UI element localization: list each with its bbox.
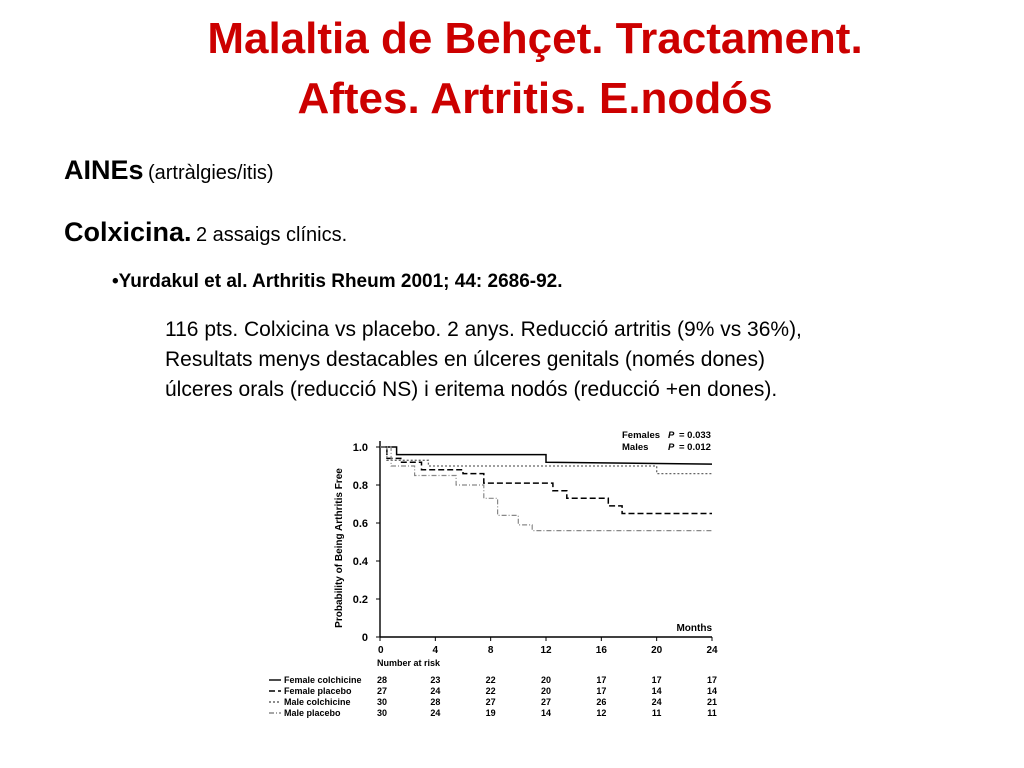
risk-value: 14 [651,686,662,696]
legend-stat-value: = 0.033 [679,430,711,441]
risk-table-header: Number at risk [377,658,441,668]
risk-row-label: Female colchicine [284,675,362,685]
y-tick-label: 0.4 [352,556,368,568]
risk-value: 22 [485,686,496,696]
x-tick-label: 0 [378,645,384,656]
aines-detail: (artràlgies/itis) [147,162,274,184]
risk-row-label: Male colchicine [284,697,351,707]
risk-value: 30 [377,708,388,718]
legend-stat-value: = 0.012 [679,442,711,453]
risk-value: 27 [485,697,496,707]
x-axis-label: Months [676,623,712,634]
reference-bullet: •Yurdakul et al. Arthritis Rheum 2001; 44: 2686-92. [112,271,563,292]
risk-value: 14 [706,686,718,696]
x-tick-label: 24 [706,645,718,656]
risk-value: 24 [651,697,662,707]
colxicina-detail: 2 assaigs clínics. [196,224,348,246]
slide-title-line-1: Malaltia de Behçet. Tractament. [207,14,863,63]
series-line-female-colchicine [380,447,712,464]
risk-value: 17 [651,675,662,685]
risk-value: 11 [707,708,717,718]
risk-value: 21 [706,697,718,707]
y-axis-label: Probability of Being Arthritis Free [334,468,345,628]
risk-value: 17 [706,675,718,685]
risk-row-label: Male placebo [284,708,341,718]
y-tick-label: 0 [361,632,368,644]
risk-value: 11 [651,708,662,718]
risk-value: 24 [430,708,441,718]
risk-value: 17 [596,675,607,685]
risk-row-label: Female placebo [284,686,352,696]
y-tick-label: 0.2 [352,594,368,606]
risk-value: 12 [596,708,607,718]
risk-value: 28 [377,675,388,685]
summary-line-3: úlceres orals (reducció NS) i eritema nodós (reducció +en dones). [165,378,778,401]
y-tick-label: 0.8 [352,480,368,492]
aines-label: AINEs [64,155,144,185]
summary-line-1: 116 pts. Colxicina vs placebo. 2 anys. Reducció artritis (9% vs 36%), [165,318,802,341]
y-tick-label: 0.6 [352,518,368,530]
colxicina-label: Colxicina. [64,217,192,247]
risk-value: 26 [596,697,607,707]
y-tick-label: 1.0 [352,442,368,454]
risk-value: 17 [596,686,607,696]
risk-value: 30 [377,697,388,707]
legend-stat-label: Males [622,442,649,453]
legend-stat-label: Females [622,430,661,441]
risk-value: 22 [485,675,496,685]
risk-value: 27 [540,697,552,707]
risk-value: 19 [485,708,496,718]
risk-value: 20 [540,686,552,696]
risk-value: 28 [430,697,441,707]
risk-value: 24 [430,686,441,696]
risk-value: 20 [540,675,552,685]
x-tick-label: 8 [487,645,494,656]
risk-value: 23 [430,675,441,685]
x-tick-label: 4 [432,645,439,656]
x-tick-label: 12 [540,645,552,656]
risk-value: 27 [377,686,388,696]
legend-stat-p: P [668,430,675,441]
x-tick-label: 20 [651,645,663,656]
x-tick-label: 16 [595,645,607,656]
risk-value: 14 [540,708,552,718]
slide-title-line-2: Aftes. Artritis. E.nodós [297,74,773,123]
summary-line-2: Resultats menys destacables en úlceres genitals (només dones) [165,348,765,371]
legend-stat-p: P [668,442,675,453]
